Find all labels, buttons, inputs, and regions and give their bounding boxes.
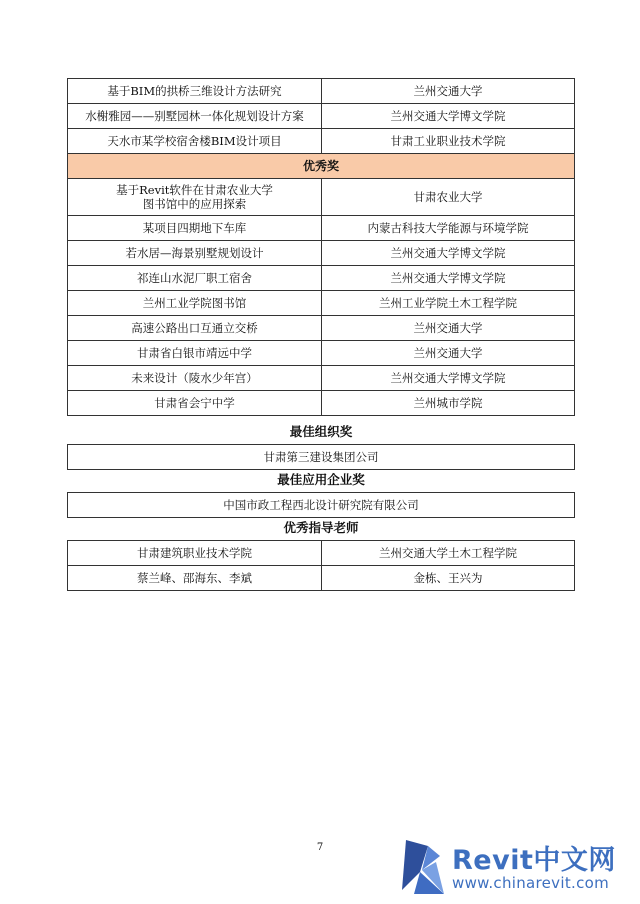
table-row	[68, 391, 575, 416]
teacher-names-cell: 金栋、王兴为	[322, 566, 575, 591]
table-row	[68, 366, 575, 391]
school-cell: 兰州交通大学土木工程学院	[322, 541, 575, 566]
best-organization-title: 最佳组织奖	[289, 424, 353, 439]
project-cell: 祁连山水泥厂职工宿舍	[68, 266, 322, 291]
school-cell: 甘肃建筑职业技术学院	[68, 541, 322, 566]
winner-cell: 甘肃第三建设集团公司	[68, 445, 575, 470]
table-row	[68, 79, 575, 104]
winner-cell: 中国市政工程西北设计研究院有限公司	[68, 493, 575, 518]
school-cell: 兰州交通大学	[322, 316, 575, 341]
school-cell: 内蒙古科技大学能源与环境学院	[322, 216, 575, 241]
table-row	[68, 341, 575, 366]
school-cell: 兰州工业学院土木工程学院	[322, 291, 575, 316]
school-cell: 兰州交通大学	[322, 341, 575, 366]
table-row	[68, 216, 575, 241]
school-cell: 甘肃农业大学	[322, 179, 575, 216]
project-line: 图书馆中的应用探索	[142, 197, 247, 211]
logo-url[interactable]: www.chinarevit.com	[452, 874, 610, 892]
table-row	[68, 129, 575, 154]
table-row	[68, 445, 575, 470]
project-cell: 甘肃省会宁中学	[68, 391, 322, 416]
logo-text: Revit中文网	[452, 845, 616, 876]
revit-r-icon	[400, 832, 450, 898]
teacher-names-cell: 蔡兰峰、邵海东、李斌	[68, 566, 322, 591]
table-row	[68, 541, 575, 566]
best-organization-table	[67, 444, 575, 470]
project-cell: 天水市某学校宿舍楼BIM设计项目	[68, 129, 322, 154]
best-application-table	[67, 492, 575, 518]
school-cell: 甘肃工业职业技术学院	[322, 129, 575, 154]
revit-logo	[400, 832, 636, 900]
page-number: 7	[316, 842, 324, 853]
excellence-award-label: 优秀奖	[68, 154, 575, 179]
project-cell: 甘肃省白银市靖远中学	[68, 341, 322, 366]
project-cell: 未来设计（陵水少年宫）	[68, 366, 322, 391]
table-row	[68, 291, 575, 316]
project-cell: 兰州工业学院图书馆	[68, 291, 322, 316]
excellent-instructors-table	[67, 540, 575, 591]
table-row	[68, 566, 575, 591]
project-cell: 某项目四期地下车库	[68, 216, 322, 241]
project-line: 基于Revit软件在甘肃农业大学	[116, 183, 273, 197]
table-row	[68, 266, 575, 291]
project-cell: 水榭雅园——别墅园林一体化规划设计方案	[68, 104, 322, 129]
awards-table	[67, 78, 575, 416]
excellent-instructors-title: 优秀指导老师	[283, 520, 359, 535]
table-row	[68, 493, 575, 518]
project-cell	[68, 179, 322, 216]
school-cell: 兰州交通大学博文学院	[322, 366, 575, 391]
school-cell: 兰州交通大学博文学院	[322, 266, 575, 291]
table-row	[68, 179, 575, 216]
school-cell: 兰州交通大学博文学院	[322, 241, 575, 266]
project-cell: 基于BIM的拱桥三维设计方法研究	[68, 79, 322, 104]
table-row	[68, 241, 575, 266]
excellence-award-header	[68, 154, 575, 179]
table-row	[68, 316, 575, 341]
table-row	[68, 104, 575, 129]
school-cell: 兰州城市学院	[322, 391, 575, 416]
school-cell: 兰州交通大学博文学院	[322, 104, 575, 129]
project-cell: 若水居—海景别墅规划设计	[68, 241, 322, 266]
best-application-title: 最佳应用企业奖	[277, 472, 365, 487]
project-cell: 高速公路出口互通立交桥	[68, 316, 322, 341]
school-cell: 兰州交通大学	[322, 79, 575, 104]
